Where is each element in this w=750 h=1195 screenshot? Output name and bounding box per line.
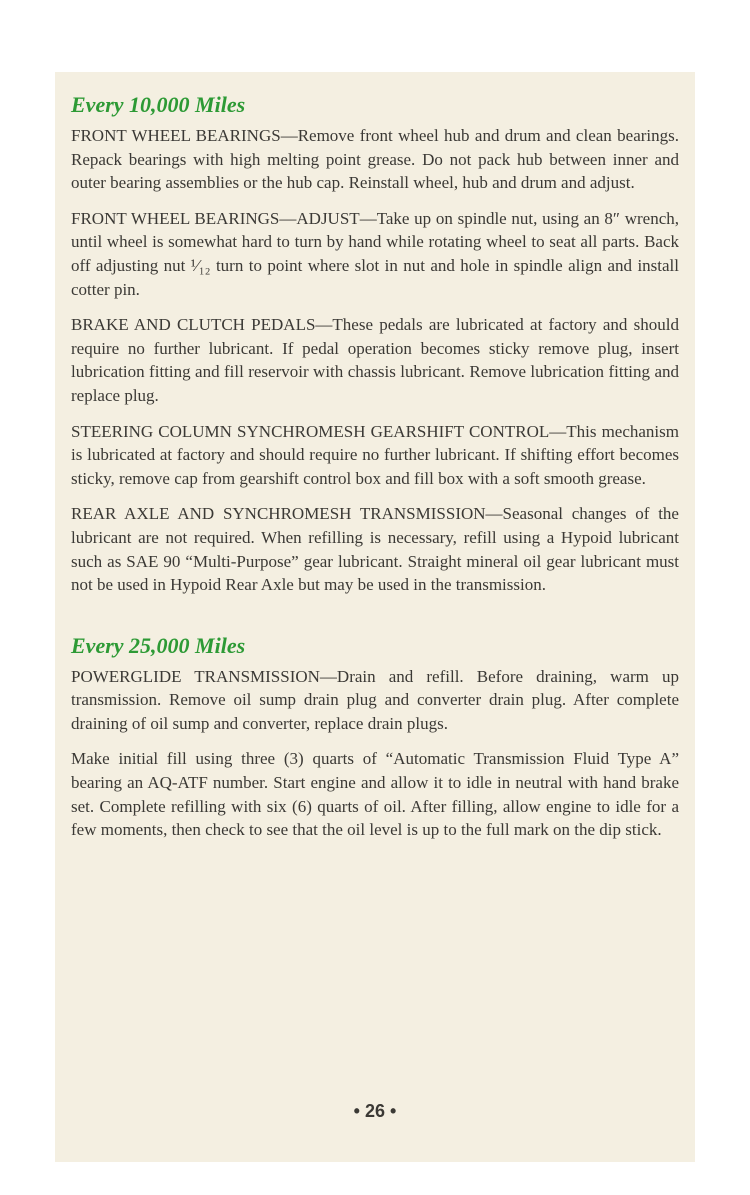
paragraph-brake-clutch-pedals: BRAKE AND CLUTCH PEDALS—These pedals are lubricated at factory and should require no further lubricant. If pedal operation becomes sticky remove plug, insert lubrication fitting and fill reservoir with chassis lubricant. Remove lubrication fitting and replace plug.: [71, 315, 679, 405]
paragraph-front-wheel-bearings: FRONT WHEEL BEARINGS—Remove front wheel hub and drum and clean bearings. Repack bearings with high melting point grease. Do not pack hub between inner and outer bearing assemblies or the hub cap. Reinstall wheel, hub and drum and adjust.: [71, 126, 679, 193]
manual-page: [55, 72, 695, 1162]
section-heading-25000: Every 25,000 Miles: [71, 632, 246, 658]
paragraph-initial-fill: Make initial fill using three (3) quarts of “Automatic Transmission Fluid Type A” bearing an AQ-ATF number. Start engine and allow it to idle in neutral with hand brake set. Complete refilling with six (6) quarts of oil. After filling, allow engine to idle for a few moments, then check to see that the oil level is up to the full mark on the dip stick.: [71, 749, 679, 840]
section-heading-10000: Every 10,000 Miles: [71, 92, 246, 117]
paragraph-rear-axle: REAR AXLE AND SYNCHROMESH TRANSMISSION—Seasonal changes of the lubricant are not required. When refilling is necessary, refill using a Hypoid lubricant such as SAE 90 “Multi-Purpose” gear lubricant. Straight mineral oil gear lubricant must not be used in Hypoid Rear Axle but may be used in the transmission.: [71, 504, 679, 595]
page-number: • 26 •: [353, 1101, 397, 1121]
paragraph-front-wheel-bearings-adjust: FRONT WHEEL BEARINGS—ADJUST—Take up on spindle nut, using an 8″ wrench, until wheel is somewhat hard to turn by hand while rotating wheel to seat all parts. Back off adjusting nut ¹⁄₁₂ turn to point where slot in nut and hole in spindle align and install cotter pin.: [71, 208, 679, 299]
paragraph-powerglide-transmission: POWERGLIDE TRANSMISSION—Drain and refill. Before draining, warm up transmission. Remove oil sump drain plug and converter drain plug. After complete draining of oil sump and converter, replace drain plugs.: [71, 666, 679, 733]
paragraph-steering-column: STEERING COLUMN SYNCHROMESH GEARSHIFT CONTROL—This mechanism is lubricated at factory and should require no further lubricant. If shifting effort becomes sticky, remove cap from gearshift control box and fill box with a soft smooth grease.: [71, 421, 679, 488]
